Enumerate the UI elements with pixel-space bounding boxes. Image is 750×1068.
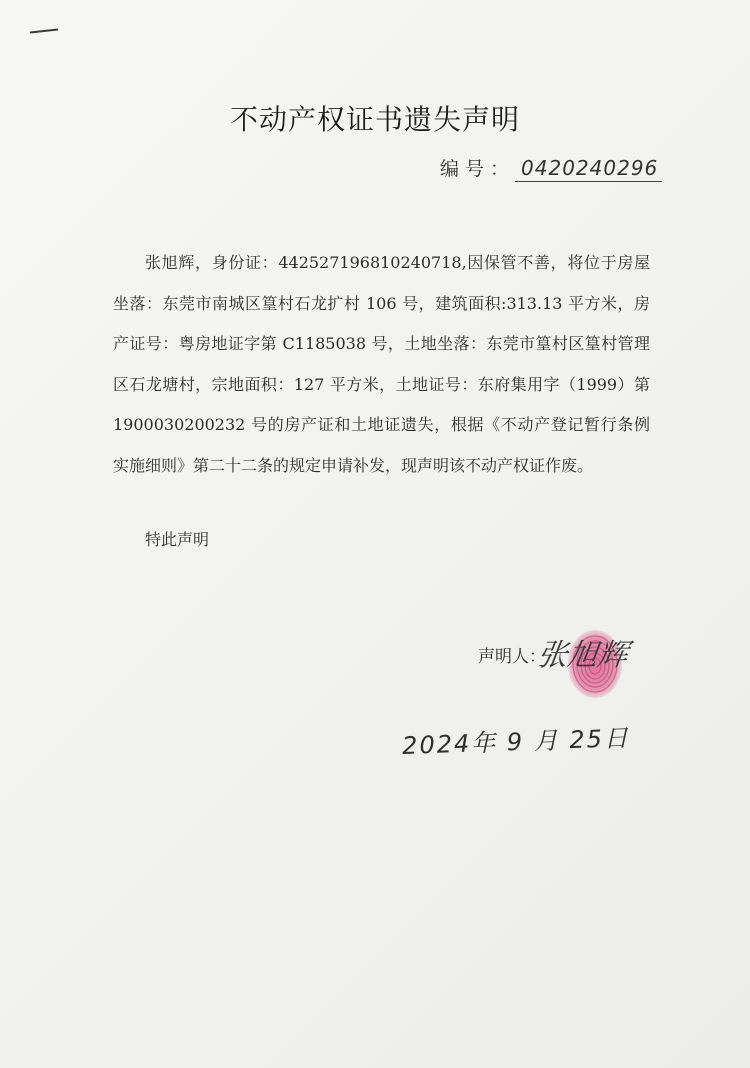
statement-paragraph: 张旭辉，身份证：442527196810240718,因保管不善，将位于房屋坐落：东莞市南城区篁村石龙扩村 106 号，建筑面积:313.13 平方米，房产证号：粤房地证字第 C1185038 号，土地坐落：东莞市篁村区篁村管理区石龙塘村，宗地面积：127 平方米，土地证号：东府集用字（1999）第 1900030200232 号的房产证和土地证遗失，根据《不动产登记暂行条例实施细则》第二十二条的规定申请补发，现声明该不动产权证作废。	[113, 253, 650, 475]
handwritten-date: 2024年 9 月 25日	[401, 724, 631, 760]
document-number-value: 0420240296	[515, 156, 662, 182]
document-number-label: 编号：	[440, 158, 516, 180]
document-title: 不动产权证书遗失声明	[229, 103, 520, 136]
document-number	[440, 154, 662, 182]
closing-line: 特此声明	[145, 530, 210, 549]
statement-body	[113, 243, 650, 486]
declarant-label: 声明人：	[478, 647, 546, 667]
pen-mark	[30, 29, 58, 34]
handwritten-signature: 张旭辉	[535, 638, 630, 673]
